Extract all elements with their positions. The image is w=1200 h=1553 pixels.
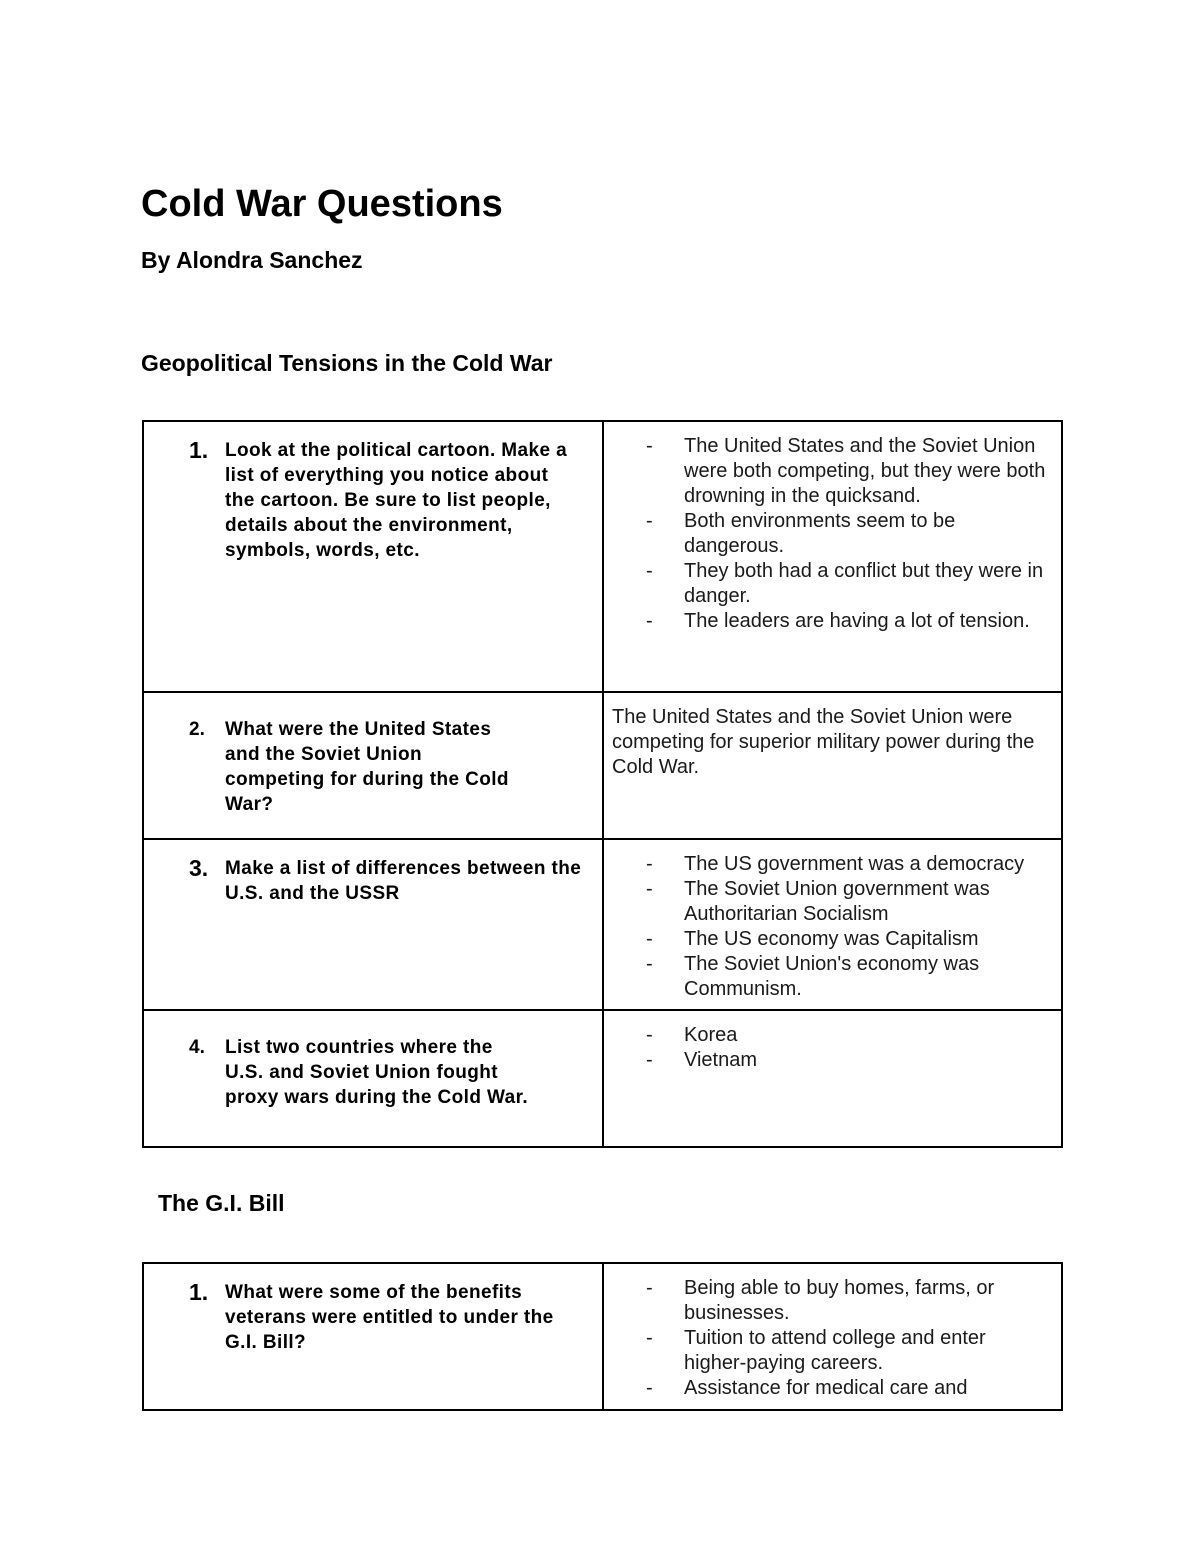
bullet-dash: - — [646, 1277, 653, 1299]
bullet-dash: - — [646, 435, 653, 457]
answer-text: Both environments seem to be dangerous. — [684, 510, 956, 557]
answer-text: Vietnam — [684, 1049, 758, 1071]
table-row — [143, 839, 1062, 1010]
answer-text: The Soviet Union government was Authoritarian Socialism — [684, 878, 990, 925]
question-number: 1. — [189, 437, 209, 463]
list-item — [646, 877, 1051, 927]
list-item — [646, 609, 1051, 634]
bullet-dash: - — [646, 1024, 653, 1046]
document-author: By Alondra Sanchez — [141, 247, 363, 273]
question-number: 3. — [189, 855, 209, 881]
question-text: List two countries where the U.S. and Soviet Union fought proxy wars during the Cold War. — [225, 1037, 529, 1108]
question-text: Make a list of differences between the U.S. and the USSR — [225, 858, 582, 904]
answer-text: The United States and the Soviet Union were both competing, but they were both drowning in the quicksand. — [684, 435, 1046, 507]
answer-text: Korea — [684, 1024, 738, 1046]
questions-table-geopolitical — [142, 420, 1063, 1148]
answer-text: The US government was a democracy — [684, 853, 1025, 875]
question-number: 4. — [189, 1037, 205, 1058]
list-item — [646, 509, 1051, 559]
question-cell — [143, 1010, 603, 1147]
bullet-dash: - — [646, 1377, 653, 1399]
answer-cell — [603, 692, 1062, 839]
bullet-dash: - — [646, 510, 653, 532]
list-item — [646, 559, 1051, 609]
list-item — [646, 927, 1051, 952]
question-cell — [143, 692, 603, 839]
answer-text: The Soviet Union's economy was Communism. — [684, 953, 980, 1000]
table-row — [143, 421, 1062, 692]
answer-text: The US economy was Capitalism — [684, 928, 979, 950]
answer-text: The leaders are having a lot of tension. — [684, 610, 1030, 632]
list-item — [646, 1276, 1051, 1326]
document-title: Cold War Questions — [141, 183, 503, 225]
answer-list — [604, 422, 1061, 634]
list-item — [646, 1023, 1051, 1048]
question-text: Look at the political cartoon. Make a list of everything you notice about the cartoon. Be sure to list people, details about the environment, symbols, words, etc. — [225, 440, 568, 561]
table-row — [143, 1010, 1062, 1147]
answer-text: The United States and the Soviet Union were competing for superior military power during the Cold War. — [612, 706, 1035, 778]
list-item — [646, 1376, 1051, 1401]
answer-cell — [603, 1263, 1062, 1410]
answer-text: They both had a conflict but they were in danger. — [684, 560, 1044, 607]
answer-text: Assistance for medical care and — [684, 1377, 968, 1399]
bullet-dash: - — [646, 560, 653, 582]
table-row — [143, 692, 1062, 839]
answer-list — [604, 1264, 1061, 1401]
bullet-dash: - — [646, 853, 653, 875]
question-cell — [143, 421, 603, 692]
answer-list — [604, 840, 1061, 1002]
question-text: What were the United States and the Soviet Union competing for during the Cold War? — [225, 719, 509, 815]
answer-cell — [603, 839, 1062, 1010]
answer-cell — [603, 1010, 1062, 1147]
question-number: 2. — [189, 719, 205, 740]
question-cell — [143, 839, 603, 1010]
answer-text: Tuition to attend college and enter higher-paying careers. — [684, 1327, 986, 1374]
answer-list — [604, 1011, 1061, 1073]
question-cell — [143, 1263, 603, 1410]
list-item — [646, 852, 1051, 877]
questions-table-gi-bill — [142, 1262, 1063, 1411]
question-text: What were some of the benefits veterans were entitled to under the G.I. Bill? — [225, 1282, 554, 1353]
answer-text: Being able to buy homes, farms, or businesses. — [684, 1277, 995, 1324]
list-item — [646, 1048, 1051, 1073]
table-row — [143, 1263, 1062, 1410]
section-heading-geopolitical: Geopolitical Tensions in the Cold War — [141, 350, 553, 376]
section-heading-gi-bill: The G.I. Bill — [158, 1190, 285, 1216]
list-item — [646, 952, 1051, 1002]
answer-cell — [603, 421, 1062, 692]
list-item — [646, 434, 1051, 509]
bullet-dash: - — [646, 1327, 653, 1349]
list-item — [646, 1326, 1051, 1376]
bullet-dash: - — [646, 878, 653, 900]
question-number: 1. — [189, 1279, 209, 1305]
bullet-dash: - — [646, 953, 653, 975]
bullet-dash: - — [646, 610, 653, 632]
bullet-dash: - — [646, 1049, 653, 1071]
bullet-dash: - — [646, 928, 653, 950]
